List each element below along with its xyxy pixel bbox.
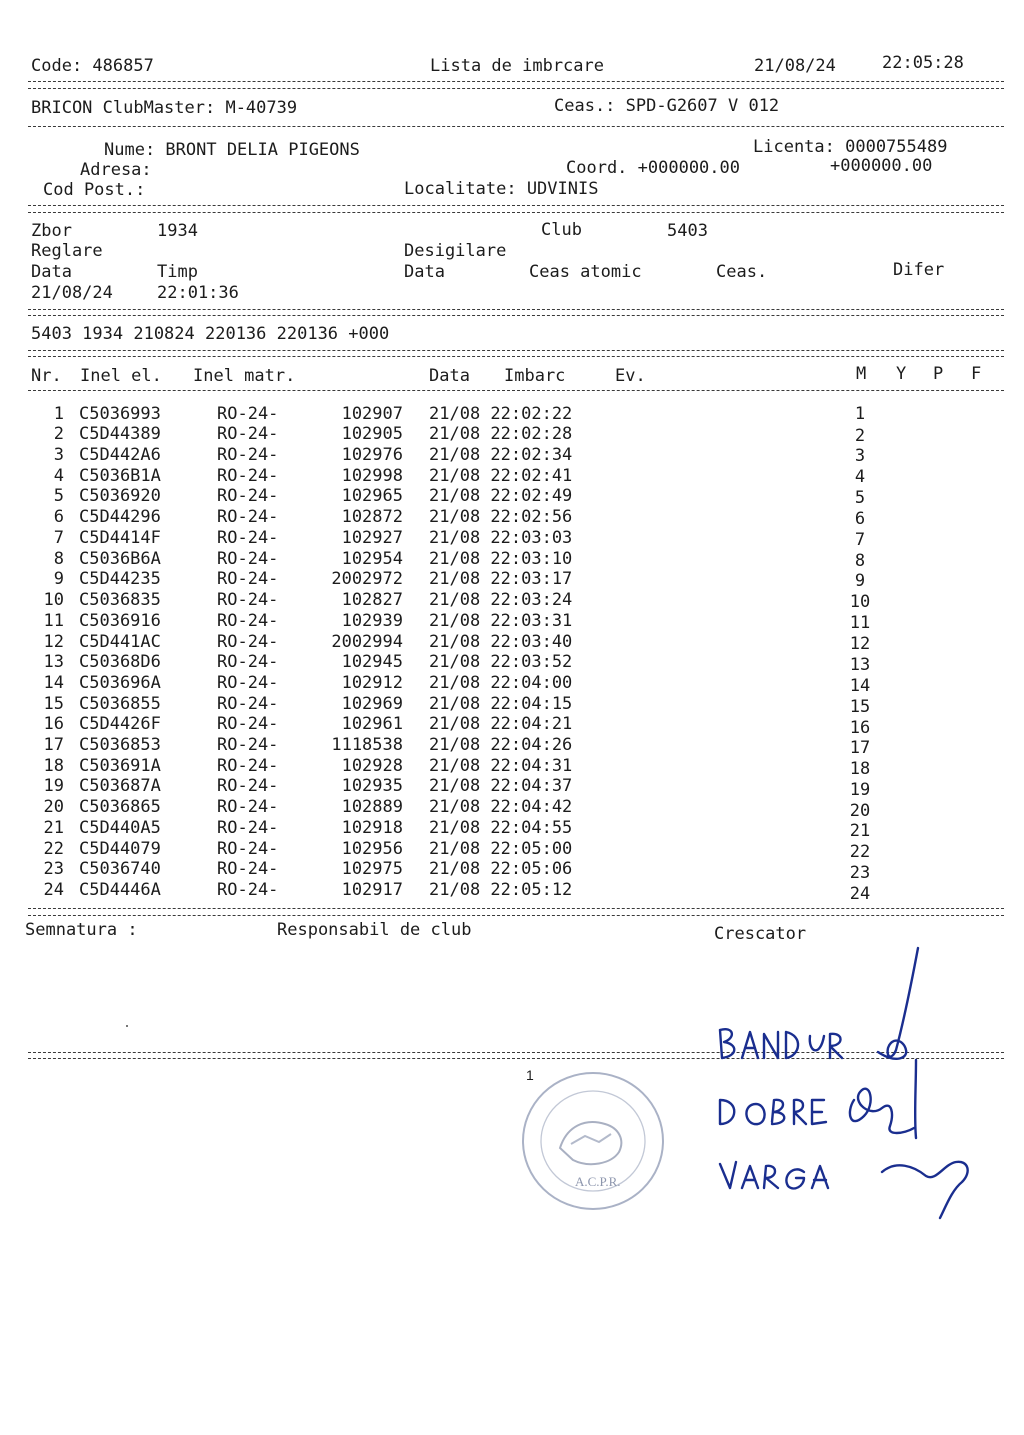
arrival-datetime: 21/08 22:04:55 (429, 818, 573, 838)
electronic-ring: C5D44389 (79, 424, 161, 444)
col-nr: Nr. (31, 366, 62, 386)
table-row (0, 776, 1024, 800)
table-row (0, 549, 1024, 570)
flight-code-line: 5403 1934 210824 220136 220136 +000 (31, 324, 390, 344)
table-row (0, 445, 1024, 466)
arrival-datetime: 21/08 22:04:15 (429, 694, 573, 714)
reglare-time: 22:01:36 (157, 283, 239, 303)
row-number: 15 (43, 694, 64, 714)
m-column-value: 5 (854, 488, 866, 508)
ring-prefix: RO-24- (217, 445, 279, 465)
row-number: 9 (53, 569, 64, 589)
ring-number: 102917 (341, 880, 403, 900)
m-column-value: 22 (849, 842, 871, 862)
table-row (0, 756, 1024, 777)
divider (28, 915, 1004, 916)
electronic-ring: C5036B1A (79, 466, 161, 486)
ring-number: 2002972 (331, 569, 403, 589)
divider (28, 88, 1004, 89)
table-row (0, 694, 1024, 715)
col-f: F (971, 364, 982, 384)
ring-prefix: RO-24- (217, 859, 279, 879)
electronic-ring: C5D4414F (79, 528, 161, 548)
ring-number: 102905 (341, 424, 403, 444)
row-number: 14 (43, 673, 64, 693)
table-row (0, 486, 1024, 507)
electronic-ring: C5036865 (79, 797, 161, 817)
ring-prefix: RO-24- (217, 569, 279, 589)
ring-number: 102954 (341, 549, 403, 569)
ring-prefix: RO-24- (217, 776, 279, 796)
report-code: Code: 486857 (31, 56, 154, 76)
ring-prefix: RO-24- (217, 818, 279, 838)
flight-label: Zbor (31, 221, 72, 241)
table-row (0, 839, 1024, 860)
table-row (0, 466, 1024, 487)
report-date: 21/08/24 (754, 56, 836, 76)
electronic-ring: C5D440A5 (79, 818, 161, 838)
arrival-datetime: 21/08 22:03:03 (429, 528, 573, 548)
m-column-value: 21 (849, 821, 871, 841)
ring-prefix: RO-24- (217, 735, 279, 755)
arrival-datetime: 21/08 22:03:17 (429, 569, 573, 589)
ring-number: 102961 (341, 714, 403, 734)
breeder-label: Crescator (714, 924, 807, 944)
ring-prefix: RO-24- (217, 756, 279, 776)
ring-number: 102927 (341, 528, 403, 548)
table-row (0, 735, 1024, 756)
ring-prefix: RO-24- (217, 507, 279, 527)
electronic-ring: C5036835 (79, 590, 161, 610)
electronic-ring: C5036916 (79, 611, 161, 631)
ring-number: 102912 (341, 673, 403, 693)
row-number: 17 (43, 735, 64, 755)
table-row (0, 714, 1024, 738)
table-row (0, 404, 1024, 425)
arrival-datetime: 21/08 22:04:31 (429, 756, 573, 776)
ring-prefix: RO-24- (217, 466, 279, 486)
arrival-datetime: 21/08 22:03:40 (429, 632, 573, 652)
ring-number: 102965 (341, 486, 403, 506)
row-number: 18 (43, 756, 64, 776)
electronic-ring: C5D4446A (79, 880, 161, 900)
club-stamp (515, 1066, 675, 1216)
club-responsible-label: Responsabil de club (277, 920, 472, 940)
difference-label: Difer (893, 260, 945, 280)
table-row (0, 673, 1024, 694)
arrival-datetime: 21/08 22:04:00 (429, 673, 573, 693)
row-number: 24 (43, 880, 64, 900)
divider (28, 350, 1004, 351)
divider (28, 205, 1004, 206)
table-row (0, 507, 1024, 528)
col-m: M (856, 364, 867, 384)
arrival-datetime: 21/08 22:02:22 (429, 404, 573, 424)
ring-number: 102928 (341, 756, 403, 776)
table-row (0, 632, 1024, 653)
m-column-value: 7 (854, 530, 866, 550)
ring-number: 102935 (341, 776, 403, 796)
m-column-value: 4 (854, 467, 866, 487)
electronic-ring: C503696A (79, 673, 161, 693)
ring-number: 102956 (341, 839, 403, 859)
club-master: BRICON ClubMaster: M-40739 (31, 98, 298, 118)
electronic-ring: C5D442A6 (79, 445, 161, 465)
row-number: 11 (43, 611, 64, 631)
table-row (0, 652, 1024, 673)
arrival-datetime: 21/08 22:05:06 (429, 859, 573, 879)
electronic-ring: C5036740 (79, 859, 161, 879)
stamp-text: A.C.P.R. (575, 1174, 621, 1189)
reglare-label: Reglare (31, 241, 103, 261)
row-number: 7 (53, 528, 64, 548)
divider (28, 81, 1004, 82)
data-label-2: Data (404, 262, 445, 282)
m-column-value: 6 (854, 509, 866, 529)
table-row (0, 859, 1024, 883)
electronic-ring: C5D4426F (79, 714, 161, 734)
ring-prefix: RO-24- (217, 632, 279, 652)
table-row (0, 880, 1024, 904)
arrival-datetime: 21/08 22:03:52 (429, 652, 573, 672)
m-column-value: 11 (849, 613, 871, 633)
ring-number: 102872 (341, 507, 403, 527)
table-row (0, 797, 1024, 821)
ring-number: 2002994 (331, 632, 403, 652)
m-column-value: 8 (854, 551, 866, 571)
row-number: 6 (53, 507, 64, 527)
row-number: 4 (53, 466, 64, 486)
ring-prefix: RO-24- (217, 839, 279, 859)
row-number: 1 (53, 404, 64, 424)
row-number: 12 (43, 632, 64, 652)
m-column-value: 19 (849, 780, 871, 800)
row-number: 23 (43, 859, 64, 879)
electronic-ring: C5036920 (79, 486, 161, 506)
owner-coord-2: +000000.00 (830, 156, 933, 176)
ring-prefix: RO-24- (217, 797, 279, 817)
row-number: 13 (43, 652, 64, 672)
ring-number: 102827 (341, 590, 403, 610)
owner-postcode-label: Cod Post.: (43, 180, 146, 200)
owner-locality: Localitate: UDVINIS (404, 179, 599, 199)
ring-prefix: RO-24- (217, 590, 279, 610)
ring-number: 102969 (341, 694, 403, 714)
electronic-ring: C5D44296 (79, 507, 161, 527)
timp-label: Timp (157, 262, 198, 282)
owner-name: Nume: BRONT DELIA PIGEONS (104, 140, 360, 160)
m-column-value: 17 (849, 738, 871, 758)
ring-number: 102918 (341, 818, 403, 838)
row-number: 19 (43, 776, 64, 796)
electronic-ring: C5D441AC (79, 632, 161, 652)
ring-number: 102889 (341, 797, 403, 817)
row-number: 2 (53, 424, 64, 444)
owner-coord: Coord. +000000.00 (566, 158, 740, 178)
electronic-ring: C5036993 (79, 404, 161, 424)
page-number: 1 (526, 1067, 534, 1083)
row-number: 20 (43, 797, 64, 817)
row-number: 21 (43, 818, 64, 838)
m-column-value: 2 (854, 426, 866, 446)
m-column-value: 14 (849, 676, 871, 696)
ring-prefix: RO-24- (217, 611, 279, 631)
m-column-value: 18 (849, 759, 871, 779)
ring-prefix: RO-24- (217, 424, 279, 444)
table-row (0, 818, 1024, 839)
ring-number: 102975 (341, 859, 403, 879)
ring-prefix: RO-24- (217, 528, 279, 548)
arrival-datetime: 21/08 22:02:41 (429, 466, 573, 486)
arrival-datetime: 21/08 22:02:34 (429, 445, 573, 465)
electronic-ring: C50368D6 (79, 652, 161, 672)
report-time: 22:05:28 (882, 53, 964, 73)
arrival-datetime: 21/08 22:03:24 (429, 590, 573, 610)
m-column-value: 9 (854, 571, 866, 591)
m-column-value: 13 (849, 655, 871, 675)
owner-license: Licenta: 0000755489 (753, 137, 948, 157)
col-inel-matr: Inel matr. (193, 366, 296, 386)
row-number: 22 (43, 839, 64, 859)
signature-label: Semnatura : (25, 920, 138, 940)
divider (28, 212, 1004, 213)
electronic-ring: C5036B6A (79, 549, 161, 569)
col-data: Data (429, 366, 470, 386)
ring-prefix: RO-24- (217, 673, 279, 693)
m-column-value: 16 (849, 718, 871, 738)
owner-address-label: Adresa: (80, 160, 152, 180)
clock-model: Ceas.: SPD-G2607 V 012 (554, 96, 780, 116)
club-label: Club (541, 220, 582, 240)
ring-prefix: RO-24- (217, 880, 279, 900)
ring-prefix: RO-24- (217, 714, 279, 734)
ring-prefix: RO-24- (217, 549, 279, 569)
table-row (0, 528, 1024, 549)
electronic-ring: C5D44235 (79, 569, 161, 589)
arrival-datetime: 21/08 22:02:56 (429, 507, 573, 527)
arrival-datetime: 21/08 22:04:26 (429, 735, 573, 755)
electronic-ring: C5D44079 (79, 839, 161, 859)
m-column-value: 20 (849, 801, 871, 821)
table-row (0, 611, 1024, 632)
ring-prefix: RO-24- (217, 404, 279, 424)
m-column-value: 23 (849, 863, 871, 883)
ring-number: 102998 (341, 466, 403, 486)
row-number: 3 (53, 445, 64, 465)
arrival-datetime: 21/08 22:02:28 (429, 424, 573, 444)
divider (28, 908, 1004, 909)
arrival-datetime: 21/08 22:04:42 (429, 797, 573, 817)
table-row (0, 590, 1024, 611)
speck (126, 1025, 128, 1027)
m-column-value: 3 (854, 446, 866, 466)
table-row (0, 424, 1024, 445)
arrival-datetime: 21/08 22:02:49 (429, 486, 573, 506)
clock-label: Ceas. (716, 262, 768, 282)
col-p: P (933, 364, 944, 384)
row-number: 16 (43, 714, 64, 734)
data-label: Data (31, 262, 72, 282)
ring-prefix: RO-24- (217, 486, 279, 506)
arrival-datetime: 21/08 22:03:10 (429, 549, 573, 569)
electronic-ring: C5036855 (79, 694, 161, 714)
row-number: 5 (53, 486, 64, 506)
report-title: Lista de imbrcare (430, 56, 604, 76)
col-imbarc: Imbarc (504, 366, 566, 386)
atomic-clock-label: Ceas atomic (529, 262, 642, 282)
electronic-ring: C5036853 (79, 735, 161, 755)
table-row (0, 569, 1024, 590)
handwritten-signatures (700, 940, 1000, 1230)
m-column-value: 10 (849, 592, 871, 612)
row-number: 8 (53, 549, 64, 569)
electronic-ring: C503691A (79, 756, 161, 776)
ring-number: 102976 (341, 445, 403, 465)
arrival-datetime: 21/08 22:04:37 (429, 776, 573, 796)
ring-number: 1118538 (331, 735, 403, 755)
m-column-value: 12 (849, 634, 871, 654)
divider (28, 126, 1004, 127)
ring-prefix: RO-24- (217, 694, 279, 714)
ring-number: 102939 (341, 611, 403, 631)
col-y: Y (896, 364, 907, 384)
arrival-datetime: 21/08 22:05:00 (429, 839, 573, 859)
arrival-datetime: 21/08 22:04:21 (429, 714, 573, 734)
club-number: 5403 (667, 221, 708, 241)
reglare-date: 21/08/24 (31, 283, 113, 303)
desigilare-label: Desigilare (404, 241, 507, 261)
col-inel-el: Inel el. (80, 366, 162, 386)
ring-number: 102907 (341, 404, 403, 424)
m-column-value: 1 (854, 404, 866, 424)
arrival-datetime: 21/08 22:03:31 (429, 611, 573, 631)
m-column-value: 15 (849, 697, 871, 717)
row-number: 10 (43, 590, 64, 610)
divider (28, 390, 1004, 391)
arrival-datetime: 21/08 22:05:12 (429, 880, 573, 900)
ring-prefix: RO-24- (217, 652, 279, 672)
m-column-value: 24 (849, 884, 871, 904)
divider (28, 309, 1004, 310)
col-ev: Ev. (615, 366, 646, 386)
divider (28, 356, 1004, 357)
ring-number: 102945 (341, 652, 403, 672)
electronic-ring: C503687A (79, 776, 161, 796)
divider (28, 315, 1004, 316)
flight-number: 1934 (157, 221, 198, 241)
